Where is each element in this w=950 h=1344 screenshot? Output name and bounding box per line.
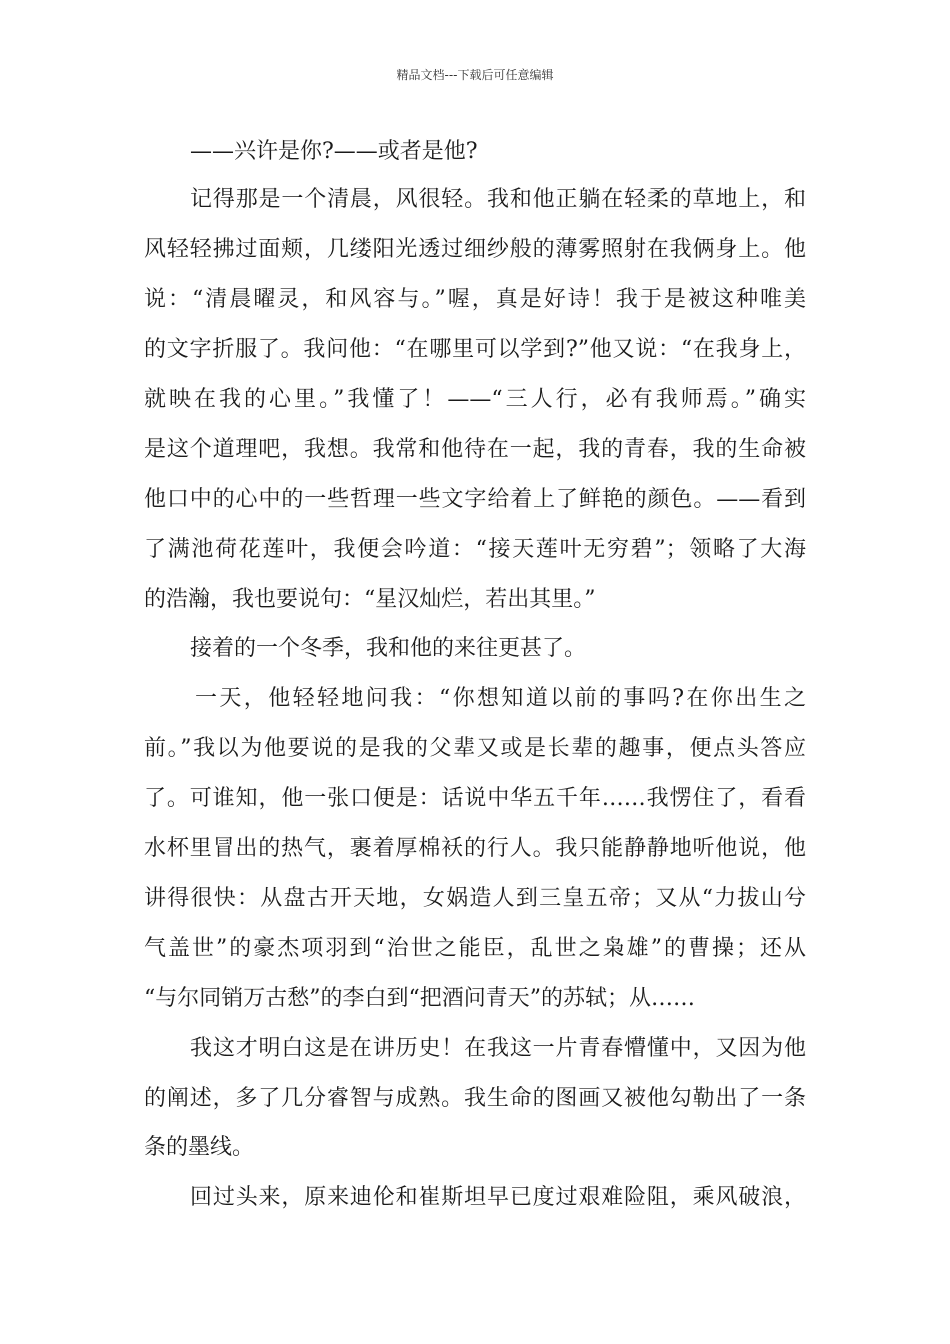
paragraph-line: 了。可谁知，他一张口便是：话说中华五千年……我愣住了，看看: [144, 786, 806, 811]
paragraph-line: 条的墨线。: [144, 1135, 255, 1160]
paragraph-line: 的阐述，多了几分睿智与成熟。我生命的图画又被他勾勒出了一条: [144, 1086, 806, 1111]
paragraph-line: 水杯里冒出的热气，裹着厚棉袄的行人。我只能静静地听他说，他: [144, 836, 806, 861]
paragraph-line: 是这个道理吧，我想。我常和他待在一起，我的青春，我的生命被: [144, 437, 806, 462]
paragraph-line: 接着的一个冬季，我和他的来往更甚了。: [190, 636, 587, 661]
paragraph-line: 前。”我以为他要说的是我的父辈又或是长辈的趣事，便点头答应: [144, 736, 806, 761]
paragraph-line: 记得那是一个清晨，风很轻。我和他正躺在轻柔的草地上，和: [190, 187, 806, 212]
paragraph-line: 的文字折服了。我问他：“在哪里可以学到?”他又说：“在我身上，: [144, 337, 806, 362]
paragraph-line: 一天，他轻轻地问我：“你想知道以前的事吗?在你出生之: [195, 686, 806, 711]
paragraph-line: 讲得很快：从盘古开天地，女娲造人到三皇五帝；又从“力拔山兮: [144, 886, 806, 911]
paragraph-line: 的浩瀚，我也要说句：“星汉灿烂，若出其里。”: [144, 587, 596, 612]
paragraph-line: 他口中的心中的一些哲理一些文字给着上了鲜艳的颜色。——看到: [144, 487, 806, 512]
paragraph-line: 就映在我的心里。”我懂了！——“三人行，必有我师焉。”确实: [144, 387, 806, 412]
paragraph-line: 说：“清晨曜灵，和风容与。”喔，真是好诗！我于是被这种唯美: [144, 287, 806, 312]
page-header: 精品文档---下载后可任意编辑: [396, 68, 554, 82]
paragraph-line: 气盖世”的豪杰项羽到“治世之能臣，乱世之枭雄”的曹操；还从: [144, 936, 806, 961]
paragraph-line: 我这才明白这是在讲历史！在我这一片青春懵懂中，又因为他: [190, 1036, 806, 1061]
paragraph-line: 回过头来，原来迪伦和崔斯坦早已度过艰难险阻，乘风破浪，: [190, 1185, 806, 1210]
paragraph-line: 了满池荷花莲叶，我便会吟道：“接天莲叶无穷碧”；领略了大海: [144, 537, 806, 562]
paragraph-line: 风轻轻拂过面颊，几缕阳光透过细纱般的薄雾照射在我俩身上。他: [144, 237, 806, 262]
paragraph-line: “与尔同销万古愁”的李白到“把酒问青天”的苏轼；从……: [144, 986, 695, 1011]
paragraph-line: ——兴许是你?——或者是他?: [190, 139, 478, 164]
